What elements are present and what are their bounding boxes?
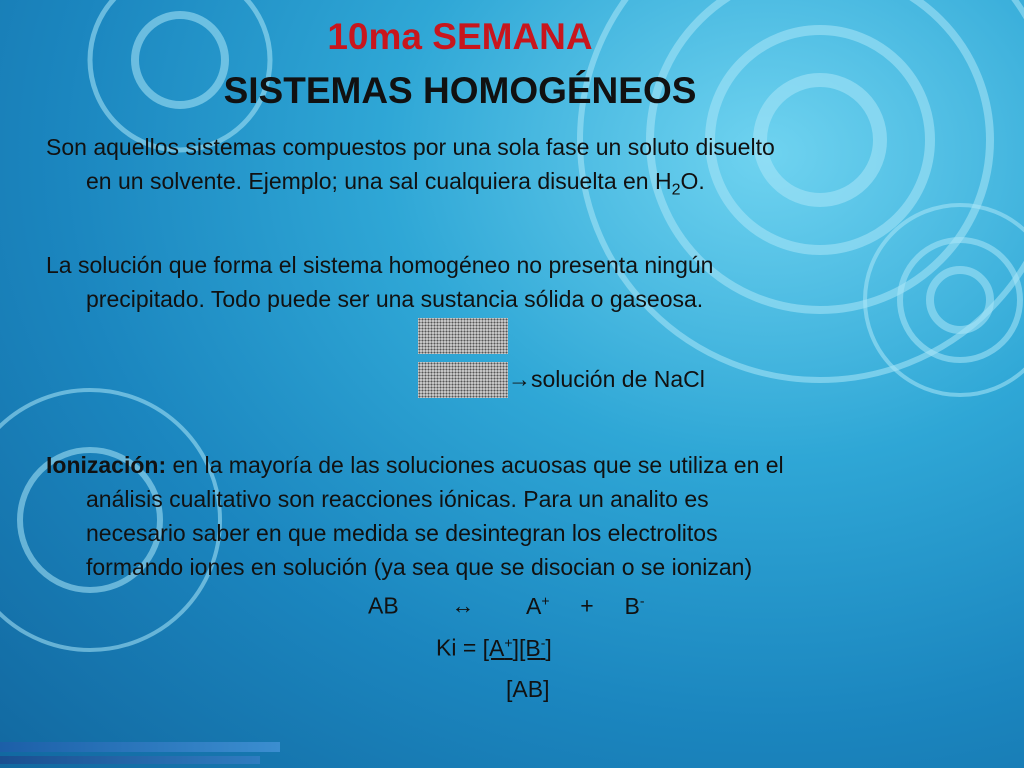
solution-line2: precipitado. Todo puede ser una sustancia sólida o gaseosa. bbox=[86, 286, 704, 312]
equation-reactant: AB bbox=[368, 592, 399, 619]
ki-numerator: [A+][B-] bbox=[482, 634, 552, 661]
paragraph-solution bbox=[46, 248, 976, 316]
definition-line1: Son aquellos sistemas compuestos por una sola fase un soluto disuelto bbox=[46, 134, 775, 160]
slide-title-topic: SISTEMAS HOMOGÉNEOS bbox=[223, 70, 697, 111]
footer-decor-strip-lower bbox=[0, 756, 260, 764]
solution-container-bottom bbox=[418, 362, 508, 398]
ki-expression bbox=[436, 634, 552, 662]
equation-arrow: ↔ bbox=[451, 592, 475, 619]
dissociation-equation bbox=[368, 592, 645, 620]
ki-denominator: [AB] bbox=[506, 676, 550, 702]
equation-cation: A+ bbox=[525, 592, 550, 619]
equation-plus: + bbox=[580, 592, 594, 619]
ionization-line4: formando iones en solución (ya sea que se disocian o se ionizan) bbox=[86, 554, 753, 580]
definition-line2: en un solvente. Ejemplo; una sal cualquiera disuelta en $H_2O$. bbox=[86, 168, 705, 199]
equation-anion: B- bbox=[624, 592, 645, 619]
solution-container-top bbox=[418, 318, 508, 354]
slide-title-week: 10ma SEMANA bbox=[327, 16, 593, 57]
solution-line1: La solución que forma el sistema homogéneo no presenta ningún bbox=[46, 252, 714, 278]
ki-prefix: Ki = bbox=[436, 634, 483, 661]
ionization-line3: necesario saber en que medida se desintegran los electrolitos bbox=[86, 520, 718, 546]
footer-decor-strip bbox=[0, 742, 280, 752]
ionization-heading: Ionización: bbox=[46, 452, 167, 478]
ionization-line1: en la mayoría de las soluciones acuosas que se utiliza en el bbox=[166, 452, 784, 478]
ionization-line2: análisis cualitativo son reacciones iónicas. Para un analito es bbox=[86, 486, 709, 512]
nacl-solution-label: →solución de NaCl bbox=[508, 366, 705, 392]
paragraph-ionization bbox=[46, 448, 976, 584]
paragraph-definition bbox=[46, 130, 976, 208]
